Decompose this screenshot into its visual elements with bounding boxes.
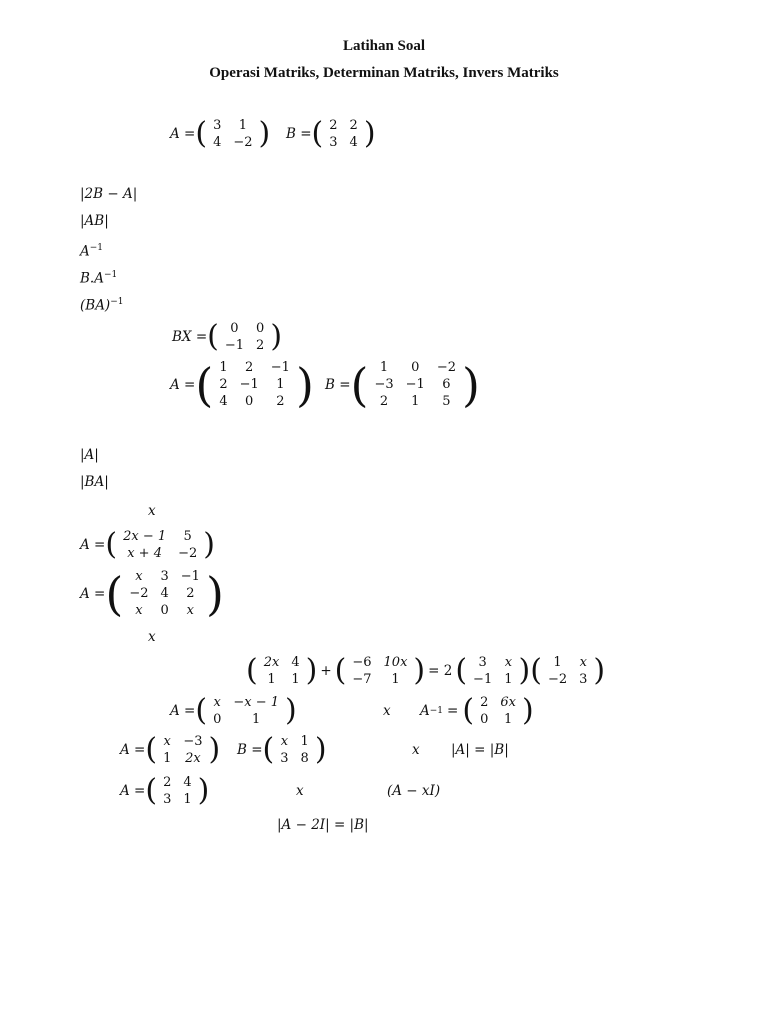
matrix-row <box>368 376 462 393</box>
matrix-row <box>123 568 206 585</box>
matrix-cell: 1 <box>391 672 400 687</box>
matrix-cell: 2x <box>263 655 280 670</box>
matrix-cell: 1 <box>291 672 300 687</box>
s3-a-minus-xi: (A − xI) <box>387 783 441 799</box>
matrix-cell: −1 <box>180 569 200 584</box>
matrix-cell: 5 <box>442 394 451 409</box>
matrix-cell: x <box>579 655 587 670</box>
matrix-cell: 2 <box>245 360 254 375</box>
matrix-row <box>207 134 258 151</box>
matrix-cell: −2 <box>129 586 149 601</box>
s3-x-3: x <box>383 703 391 719</box>
matrix-cell: 0 <box>230 321 239 336</box>
matrix-row <box>274 750 315 767</box>
s1-bx-equation: BX = ( 0 0 −1 2 ) <box>172 319 283 354</box>
matrix-cell: −x − 1 <box>233 695 280 710</box>
s1-item-2: |AB| <box>80 213 109 229</box>
s1-item-5: (BA)$^{-1}$ <box>80 297 124 314</box>
matrix-cell: 2 <box>276 394 285 409</box>
matrix-row <box>157 733 208 750</box>
matrix-row <box>274 733 315 750</box>
s1-item-4: $B.A^{-1}$ <box>80 270 118 287</box>
matrix-row <box>474 711 522 728</box>
matrix-cell: −3 <box>374 377 394 392</box>
s1-matrix-b: B = ( 2 2 3 4 ) <box>286 116 376 151</box>
page-title: Latihan Soal <box>342 38 426 54</box>
matrix-row <box>207 117 258 134</box>
matrix-cell: −2 <box>436 360 456 375</box>
matrix-cell: x <box>163 734 171 749</box>
s3-m4-matrix <box>542 654 593 688</box>
s3-m3-matrix <box>467 654 518 688</box>
matrix-row <box>346 671 413 688</box>
matrix-cell: x + 4 <box>127 546 162 561</box>
matrix-cell: 1 <box>300 734 309 749</box>
matrix-cell: 2 <box>329 118 338 133</box>
matrix-cell: 4 <box>349 135 358 150</box>
s1-item-3: $A^{-1}$ <box>80 243 104 260</box>
matrix-cell: 4 <box>183 775 192 790</box>
matrix-cell: 5 <box>183 529 192 544</box>
matrix-row <box>542 671 593 688</box>
matrix-cell: 3 <box>280 751 289 766</box>
s3-final-equation: |A − 2I| = |B| <box>277 817 369 833</box>
matrix-cell: 2 <box>219 377 228 392</box>
matrix-cell: x <box>504 655 513 670</box>
matrix-row <box>157 791 198 808</box>
matrix-cell: 2 <box>163 775 172 790</box>
matrix-cell: 8 <box>300 751 309 766</box>
matrix-cell: 3 <box>213 118 222 133</box>
s2-a-matrix <box>213 359 296 410</box>
s2-item-2: |BA| <box>80 474 109 490</box>
s3-a-inverse: A −1 = ( 2 6x 0 1 ) <box>420 693 534 728</box>
matrix-row <box>368 393 462 410</box>
s3-x-5: x <box>296 783 304 799</box>
matrix-cell: x <box>280 734 289 749</box>
matrix-cell: −1 <box>473 672 493 687</box>
matrix-cell: 1 <box>219 360 228 375</box>
matrix-row <box>323 117 364 134</box>
s3-matrix-b4: B = ( x 1 3 8 ) <box>237 732 327 767</box>
matrix-row <box>467 654 518 671</box>
matrix-row <box>323 134 364 151</box>
matrix-cell: 3 <box>163 792 172 807</box>
matrix-cell: −7 <box>352 672 372 687</box>
s3-matrix-a5: A = ( 2 4 3 1 ) <box>120 773 210 808</box>
matrix-row <box>207 711 285 728</box>
matrix-cell: 1 <box>504 712 513 727</box>
s3-matrix-a4: A = ( x −3 1 2x ) <box>120 732 221 767</box>
s3-x-1: x <box>148 503 156 519</box>
matrix-row <box>117 545 203 562</box>
s3-a1-matrix <box>117 528 203 562</box>
matrix-cell: 2x <box>185 751 201 766</box>
matrix-cell: −2 <box>233 135 253 150</box>
s2-matrix-b: B = ( 1 0 −2 −3 −1 6 2 1 5 ) <box>325 357 480 412</box>
matrix-cell: 3 <box>329 135 338 150</box>
s1-b-matrix <box>323 117 364 151</box>
matrix-cell: 0 <box>160 603 169 618</box>
s3-matrix-equation: ( 2x 4 1 1 ) + ( −6 10x −7 1 ) = 2 ( 3 x −1 1 ) ( 1 x −2 3 ) <box>246 653 606 688</box>
matrix-cell: −6 <box>352 655 372 670</box>
s3-b4-matrix <box>274 733 315 767</box>
matrix-row <box>258 654 306 671</box>
matrix-row <box>117 528 203 545</box>
matrix-row <box>207 694 285 711</box>
matrix-cell: 0 <box>245 394 254 409</box>
matrix-cell: 1 <box>504 672 513 687</box>
matrix-cell: 2 <box>186 586 195 601</box>
matrix-row <box>368 359 462 376</box>
matrix-row <box>346 654 413 671</box>
matrix-cell: 2 <box>256 338 265 353</box>
matrix-row <box>157 774 198 791</box>
matrix-cell: −1 <box>405 377 425 392</box>
s3-a5-matrix <box>157 774 198 808</box>
matrix-cell: −1 <box>270 360 290 375</box>
s1-a-matrix <box>207 117 258 151</box>
s3-matrix-a1: A = ( 2x − 1 5 x + 4 −2 ) <box>80 527 215 562</box>
matrix-cell: 3 <box>478 655 487 670</box>
matrix-cell: −2 <box>547 672 568 687</box>
matrix-cell: 1 <box>553 655 562 670</box>
matrix-cell: −3 <box>183 734 203 749</box>
matrix-cell: 4 <box>160 586 169 601</box>
s3-m2-matrix <box>346 654 413 688</box>
s2-b-matrix <box>368 359 462 410</box>
s3-a4-matrix <box>157 733 208 767</box>
matrix-row <box>157 750 208 767</box>
matrix-cell: 2x − 1 <box>123 529 167 544</box>
matrix-cell: 6x <box>500 695 516 710</box>
matrix-cell: 4 <box>219 394 228 409</box>
matrix-cell: 4 <box>213 135 222 150</box>
matrix-cell: 1 <box>267 672 276 687</box>
matrix-cell: −2 <box>178 546 198 561</box>
matrix-cell: 0 <box>213 712 222 727</box>
s1-item-1: |2B − A| <box>80 186 138 202</box>
matrix-cell: 1 <box>238 118 248 133</box>
matrix-cell: 0 <box>256 321 265 336</box>
matrix-cell: x <box>213 695 221 710</box>
matrix-row <box>219 320 270 337</box>
matrix-cell: 4 <box>291 655 300 670</box>
matrix-cell: x <box>135 603 143 618</box>
s2-matrix-a: A = ( 1 2 −1 2 −1 1 4 0 2 ) <box>170 357 314 412</box>
matrix-cell: 3 <box>160 569 169 584</box>
matrix-row <box>123 585 206 602</box>
matrix-cell: 2 <box>480 695 489 710</box>
matrix-cell: 10x <box>383 655 408 670</box>
matrix-cell: 1 <box>183 792 192 807</box>
matrix-cell: x <box>186 603 195 618</box>
matrix-cell: −1 <box>224 338 245 353</box>
s1-bx-matrix <box>219 320 270 354</box>
matrix-row <box>474 694 522 711</box>
matrix-row <box>213 359 296 376</box>
page-subtitle: Operasi Matriks, Determinan Matriks, Invers Matriks <box>209 65 559 81</box>
s3-det-equation: |A| = |B| <box>451 742 509 758</box>
matrix-cell: 0 <box>480 712 489 727</box>
s3-matrix-a2: A = ( x 3 −1 −2 4 2 x 0 x ) <box>80 566 224 621</box>
matrix-row <box>213 376 296 393</box>
matrix-row <box>467 671 518 688</box>
matrix-row <box>219 337 270 354</box>
s3-matrix-a3: A = ( x −x − 1 0 1 ) <box>170 693 297 728</box>
s3-ainv-matrix <box>474 694 522 728</box>
matrix-cell: −1 <box>239 377 259 392</box>
matrix-row <box>213 393 296 410</box>
matrix-cell: 1 <box>379 360 389 375</box>
matrix-cell: 2 <box>349 118 358 133</box>
matrix-cell: 6 <box>442 377 451 392</box>
matrix-cell: 0 <box>411 360 420 375</box>
matrix-row <box>258 671 306 688</box>
matrix-cell: 1 <box>411 394 420 409</box>
matrix-row <box>123 602 206 619</box>
s1-matrix-a: A = ( 3 1 4 −2 ) <box>170 116 271 151</box>
s2-item-1: |A| <box>80 447 99 463</box>
matrix-cell: 2 <box>379 394 389 409</box>
matrix-cell: 1 <box>252 712 261 727</box>
s3-x-2: x <box>148 629 156 645</box>
matrix-cell: 3 <box>579 672 588 687</box>
matrix-row <box>542 654 593 671</box>
s3-m1-matrix <box>258 654 306 688</box>
s3-a2-matrix <box>123 568 206 619</box>
s3-a3-matrix <box>207 694 285 728</box>
s3-x-4: x <box>412 742 420 758</box>
matrix-cell: x <box>135 569 143 584</box>
matrix-cell: 1 <box>163 751 172 766</box>
matrix-cell: 1 <box>276 377 285 392</box>
